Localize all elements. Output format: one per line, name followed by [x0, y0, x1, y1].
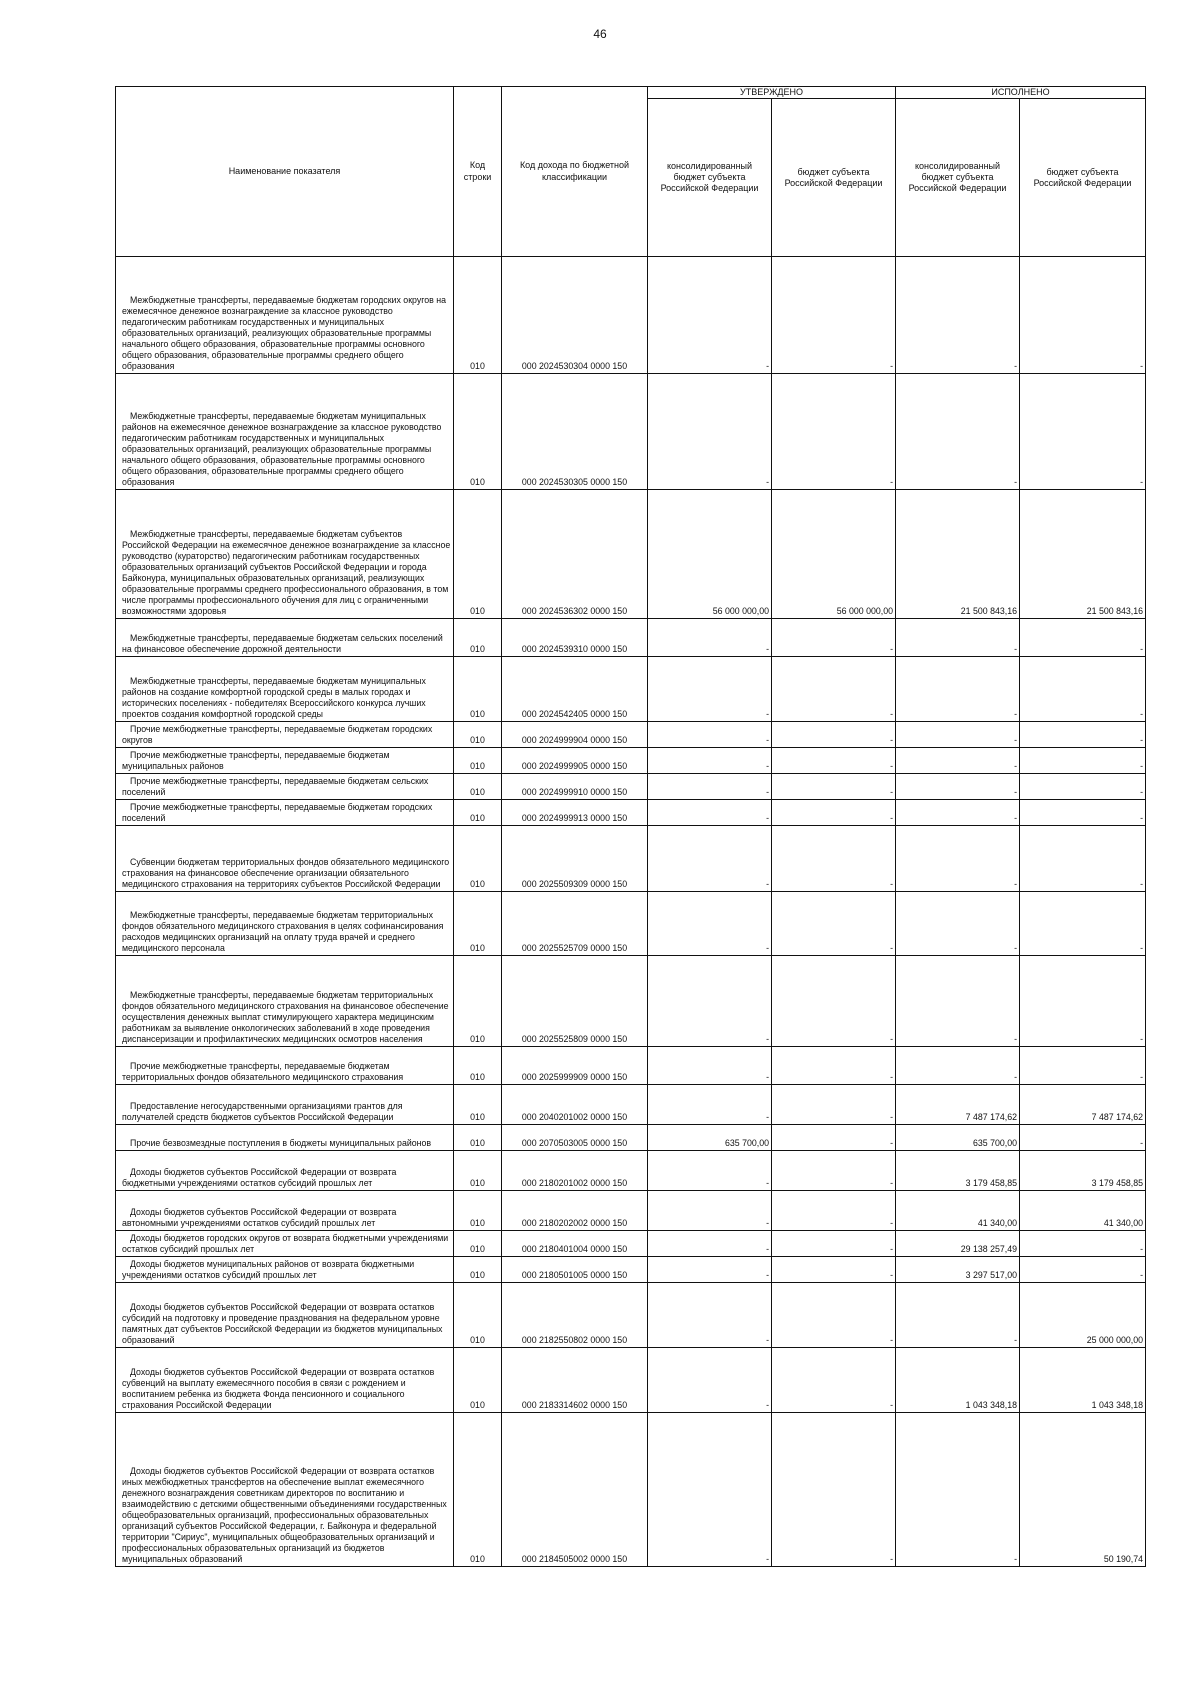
row-executed-subject: - — [1020, 374, 1146, 490]
row-executed-subject: - — [1020, 892, 1146, 956]
row-approved-consolidated: - — [648, 657, 772, 722]
row-executed-consolidated: - — [896, 826, 1020, 892]
row-executed-subject: 41 340,00 — [1020, 1191, 1146, 1231]
table-row — [116, 1348, 1146, 1413]
row-approved-subject: - — [772, 892, 896, 956]
row-executed-consolidated: 41 340,00 — [896, 1191, 1020, 1231]
row-executed-subject: - — [1020, 956, 1146, 1047]
row-line-code: 010 — [454, 1348, 502, 1413]
row-executed-consolidated: - — [896, 748, 1020, 774]
row-name: Доходы бюджетов субъектов Российской Федерации от возврата остатков субвенций на выплату ежемесячного пособия в связи с рождением и воспитанием ребенка из бюджета Фонда пенсионного и социального страхования Российской Федерации — [116, 1348, 454, 1413]
row-income-code: 000 2024999905 0000 150 — [502, 748, 648, 774]
row-approved-subject: - — [772, 1151, 896, 1191]
row-approved-consolidated: - — [648, 1151, 772, 1191]
row-approved-subject: - — [772, 748, 896, 774]
table-row — [116, 956, 1146, 1047]
header-executed-subject: бюджет субъекта Российской Федерации — [1020, 99, 1146, 257]
row-executed-subject: - — [1020, 257, 1146, 374]
row-name: Межбюджетные трансферты, передаваемые бюджетам территориальных фондов обязательного медицинского страхования на финансовое обеспечение осуществления денежных выплат стимулирующего характера медицинским работникам за выявление онкологических заболеваний в ходе проведения диспансеризации и профилактических медицинских осмотров населения — [116, 956, 454, 1047]
row-executed-subject: - — [1020, 826, 1146, 892]
row-approved-subject: - — [772, 774, 896, 800]
row-name: Доходы бюджетов городских округов от возврата бюджетными учреждениями остатков субсидий прошлых лет — [116, 1231, 454, 1257]
row-name: Доходы бюджетов муниципальных районов от возврата бюджетными учреждениями остатков субсидий прошлых лет — [116, 1257, 454, 1283]
row-approved-consolidated: - — [648, 722, 772, 748]
row-executed-consolidated: - — [896, 774, 1020, 800]
row-approved-subject: - — [772, 1047, 896, 1085]
row-approved-consolidated: - — [648, 1257, 772, 1283]
row-name: Межбюджетные трансферты, передаваемые бюджетам муниципальных районов на ежемесячное денежное вознаграждение за классное руководство педагогическим работникам государственных и муниципальных образовательных организаций, реализующих образовательные программы начального общего образования, образовательные программы основного общего образования, образовательные программы среднего общего образования — [116, 374, 454, 490]
header-name: Наименование показателя — [116, 87, 454, 257]
row-line-code: 010 — [454, 1047, 502, 1085]
row-approved-subject: - — [772, 826, 896, 892]
row-executed-consolidated: - — [896, 722, 1020, 748]
row-executed-consolidated: 3 297 517,00 — [896, 1257, 1020, 1283]
header-income-code: Код дохода по бюджетной классификации — [502, 87, 648, 257]
table-row — [116, 1191, 1146, 1231]
row-income-code: 000 2182550802 0000 150 — [502, 1283, 648, 1348]
row-approved-consolidated: - — [648, 619, 772, 657]
row-income-code: 000 2024542405 0000 150 — [502, 657, 648, 722]
row-line-code: 010 — [454, 1257, 502, 1283]
row-line-code: 010 — [454, 1085, 502, 1125]
row-approved-subject: - — [772, 1085, 896, 1125]
row-approved-subject: - — [772, 1283, 896, 1348]
table-row — [116, 722, 1146, 748]
row-income-code: 000 2024999910 0000 150 — [502, 774, 648, 800]
row-approved-consolidated: - — [648, 257, 772, 374]
row-approved-consolidated: - — [648, 774, 772, 800]
table-row — [116, 892, 1146, 956]
row-executed-subject: - — [1020, 1125, 1146, 1151]
row-line-code: 010 — [454, 490, 502, 619]
row-line-code: 010 — [454, 1413, 502, 1567]
table-row — [116, 1151, 1146, 1191]
table-row — [116, 774, 1146, 800]
row-executed-subject: 25 000 000,00 — [1020, 1283, 1146, 1348]
row-income-code: 000 2180501005 0000 150 — [502, 1257, 648, 1283]
header-approved-consolidated: консолидированный бюджет субъекта Российской Федерации — [648, 99, 772, 257]
row-income-code: 000 2024539310 0000 150 — [502, 619, 648, 657]
row-income-code: 000 2180201002 0000 150 — [502, 1151, 648, 1191]
table-row — [116, 1231, 1146, 1257]
row-approved-consolidated: - — [648, 800, 772, 826]
row-name: Предоставление негосударственными организациями грантов для получателей средств бюджетов субъектов Российской Федерации — [116, 1085, 454, 1125]
page-number: 46 — [593, 27, 607, 41]
row-executed-subject: - — [1020, 1257, 1146, 1283]
table-row — [116, 619, 1146, 657]
row-executed-consolidated: - — [896, 1283, 1020, 1348]
row-approved-subject: - — [772, 722, 896, 748]
header-executed: ИСПОЛНЕНО — [896, 87, 1146, 99]
row-name: Прочие межбюджетные трансферты, передаваемые бюджетам сельских поселений — [116, 774, 454, 800]
table-row — [116, 1085, 1146, 1125]
row-income-code: 000 2040201002 0000 150 — [502, 1085, 648, 1125]
row-approved-consolidated: - — [648, 1348, 772, 1413]
table-row — [116, 826, 1146, 892]
group-header-row — [116, 87, 1146, 99]
row-executed-consolidated: 1 043 348,18 — [896, 1348, 1020, 1413]
row-executed-subject: - — [1020, 1047, 1146, 1085]
row-income-code: 000 2180401004 0000 150 — [502, 1231, 648, 1257]
row-line-code: 010 — [454, 257, 502, 374]
row-executed-subject: 3 179 458,85 — [1020, 1151, 1146, 1191]
row-executed-consolidated: - — [896, 257, 1020, 374]
row-line-code: 010 — [454, 1283, 502, 1348]
row-name: Прочие межбюджетные трансферты, передаваемые бюджетам городских поселений — [116, 800, 454, 826]
row-income-code: 000 2024530305 0000 150 — [502, 374, 648, 490]
row-approved-subject: - — [772, 619, 896, 657]
row-income-code: 000 2024999913 0000 150 — [502, 800, 648, 826]
row-line-code: 010 — [454, 1191, 502, 1231]
row-line-code: 010 — [454, 657, 502, 722]
row-income-code: 000 2025525709 0000 150 — [502, 892, 648, 956]
table-row — [116, 1283, 1146, 1348]
row-name: Межбюджетные трансферты, передаваемые бюджетам сельских поселений на финансовое обеспечение дорожной деятельности — [116, 619, 454, 657]
row-executed-consolidated: 3 179 458,85 — [896, 1151, 1020, 1191]
row-executed-consolidated: - — [896, 1413, 1020, 1567]
row-name: Прочие межбюджетные трансферты, передаваемые бюджетам муниципальных районов — [116, 748, 454, 774]
row-executed-subject: 21 500 843,16 — [1020, 490, 1146, 619]
row-name: Доходы бюджетов субъектов Российской Федерации от возврата остатков субсидий на подготовку и проведение празднования на федеральном уровне памятных дат субъектов Российской Федерации из бюджетов муниципальных образований — [116, 1283, 454, 1348]
row-name: Межбюджетные трансферты, передаваемые бюджетам субъектов Российской Федерации на ежемесячное денежное вознаграждение за классное руководство (кураторство) педагогическим работникам государственных образовательных организаций субъектов Российской Федерации и города Байконура, муниципальных образовательных организаций, реализующих образовательные программы среднего профессионального образования, в том числе программы профессионального обучения для лиц с ограниченными возможностями здоровья — [116, 490, 454, 619]
row-approved-consolidated: - — [648, 374, 772, 490]
row-executed-consolidated: - — [896, 892, 1020, 956]
row-line-code: 010 — [454, 774, 502, 800]
row-approved-consolidated: - — [648, 1085, 772, 1125]
row-executed-subject: - — [1020, 748, 1146, 774]
table-row — [116, 748, 1146, 774]
row-line-code: 010 — [454, 619, 502, 657]
table-row — [116, 257, 1146, 374]
row-approved-subject: - — [772, 1413, 896, 1567]
row-name: Доходы бюджетов субъектов Российской Федерации от возврата автономными учреждениями остатков субсидий прошлых лет — [116, 1191, 454, 1231]
row-approved-subject: - — [772, 956, 896, 1047]
header-line-code: Код строки — [454, 87, 502, 257]
row-income-code: 000 2024536302 0000 150 — [502, 490, 648, 619]
row-approved-subject: - — [772, 1125, 896, 1151]
row-approved-subject: - — [772, 657, 896, 722]
row-name: Доходы бюджетов субъектов Российской Федерации от возврата бюджетными учреждениями остатков субсидий прошлых лет — [116, 1151, 454, 1191]
row-approved-subject: - — [772, 374, 896, 490]
row-executed-consolidated: - — [896, 657, 1020, 722]
row-name: Доходы бюджетов субъектов Российской Федерации от возврата остатков иных межбюджетных трансфертов на обеспечение выплат ежемесячного денежного вознаграждения советникам директоров по воспитанию и взаимодействию с детскими общественными объединениями государственных общеобразовательных организаций, профессиональных образовательных организаций субъектов Российской Федерации, г. Байконура и федеральной территории "Сириус", муниципальных общеобразовательных организаций и профессиональных образовательных организаций из бюджетов муниципальных образований — [116, 1413, 454, 1567]
row-executed-subject: 50 190,74 — [1020, 1413, 1146, 1567]
row-executed-consolidated: 21 500 843,16 — [896, 490, 1020, 619]
row-approved-subject: - — [772, 257, 896, 374]
row-line-code: 010 — [454, 1151, 502, 1191]
row-approved-subject: - — [772, 1231, 896, 1257]
row-executed-consolidated: 29 138 257,49 — [896, 1231, 1020, 1257]
row-line-code: 010 — [454, 722, 502, 748]
row-name: Прочие межбюджетные трансферты, передаваемые бюджетам территориальных фондов обязательного медицинского страхования — [116, 1047, 454, 1085]
row-executed-consolidated: - — [896, 374, 1020, 490]
row-executed-consolidated: - — [896, 956, 1020, 1047]
row-line-code: 010 — [454, 892, 502, 956]
row-income-code: 000 2180202002 0000 150 — [502, 1191, 648, 1231]
row-name: Межбюджетные трансферты, передаваемые бюджетам территориальных фондов обязательного медицинского страхования в целях софинансирования расходов медицинских организаций на оплату труда врачей и среднего медицинского персонала — [116, 892, 454, 956]
row-executed-consolidated: 635 700,00 — [896, 1125, 1020, 1151]
row-line-code: 010 — [454, 1125, 502, 1151]
table-row — [116, 1257, 1146, 1283]
header-approved: УТВЕРЖДЕНО — [648, 87, 896, 99]
row-approved-subject: - — [772, 800, 896, 826]
row-name: Субвенции бюджетам территориальных фондов обязательного медицинского страхования на финансовое обеспечение организации обязательного медицинского страхования на территориях субъектов Российской Федерации — [116, 826, 454, 892]
table-row — [116, 800, 1146, 826]
row-executed-subject: 7 487 174,62 — [1020, 1085, 1146, 1125]
row-approved-consolidated: - — [648, 1283, 772, 1348]
row-executed-consolidated: - — [896, 800, 1020, 826]
table-row — [116, 374, 1146, 490]
row-approved-consolidated: 56 000 000,00 — [648, 490, 772, 619]
row-executed-consolidated: 7 487 174,62 — [896, 1085, 1020, 1125]
row-executed-consolidated: - — [896, 619, 1020, 657]
row-line-code: 010 — [454, 826, 502, 892]
row-line-code: 010 — [454, 374, 502, 490]
table-row — [116, 490, 1146, 619]
row-executed-subject: - — [1020, 1231, 1146, 1257]
row-executed-subject: - — [1020, 774, 1146, 800]
row-approved-consolidated: - — [648, 956, 772, 1047]
row-approved-subject: - — [772, 1191, 896, 1231]
row-name: Межбюджетные трансферты, передаваемые бюджетам городских округов на ежемесячное денежное вознаграждение за классное руководство педагогическим работникам государственных и муниципальных образовательных организаций, реализующих образовательные программы начального общего образования, образовательные программы основного общего образования, образовательные программы среднего общего образования — [116, 257, 454, 374]
row-income-code: 000 2184505002 0000 150 — [502, 1413, 648, 1567]
row-executed-subject: - — [1020, 657, 1146, 722]
table-row — [116, 1125, 1146, 1151]
row-name: Межбюджетные трансферты, передаваемые бюджетам муниципальных районов на создание комфортной городской среды в малых городах и исторических поселениях - победителях Всероссийского конкурса лучших проектов создания комфортной городской среды — [116, 657, 454, 722]
row-approved-subject: - — [772, 1257, 896, 1283]
row-income-code: 000 2025525809 0000 150 — [502, 956, 648, 1047]
row-executed-subject: - — [1020, 619, 1146, 657]
row-line-code: 010 — [454, 748, 502, 774]
header-approved-subject: бюджет субъекта Российской Федерации — [772, 99, 896, 257]
row-approved-consolidated: 635 700,00 — [648, 1125, 772, 1151]
row-executed-consolidated: - — [896, 1047, 1020, 1085]
row-income-code: 000 2025509309 0000 150 — [502, 826, 648, 892]
table-row — [116, 1413, 1146, 1567]
row-income-code: 000 2070503005 0000 150 — [502, 1125, 648, 1151]
row-income-code: 000 2024530304 0000 150 — [502, 257, 648, 374]
row-approved-consolidated: - — [648, 1231, 772, 1257]
row-line-code: 010 — [454, 956, 502, 1047]
row-line-code: 010 — [454, 1231, 502, 1257]
row-income-code: 000 2024999904 0000 150 — [502, 722, 648, 748]
row-executed-subject: - — [1020, 722, 1146, 748]
row-approved-subject: 56 000 000,00 — [772, 490, 896, 619]
budget-income-table — [115, 86, 1146, 1567]
row-approved-subject: - — [772, 1348, 896, 1413]
row-approved-consolidated: - — [648, 1047, 772, 1085]
row-name: Прочие межбюджетные трансферты, передаваемые бюджетам городских округов — [116, 722, 454, 748]
row-approved-consolidated: - — [648, 826, 772, 892]
row-name: Прочие безвозмездные поступления в бюджеты муниципальных районов — [116, 1125, 454, 1151]
row-approved-consolidated: - — [648, 1413, 772, 1567]
row-executed-subject: 1 043 348,18 — [1020, 1348, 1146, 1413]
row-executed-subject: - — [1020, 800, 1146, 826]
header-executed-consolidated: консолидированный бюджет субъекта Российской Федерации — [896, 99, 1020, 257]
row-approved-consolidated: - — [648, 892, 772, 956]
row-approved-consolidated: - — [648, 1191, 772, 1231]
table-row — [116, 657, 1146, 722]
table-body — [116, 257, 1146, 1567]
row-income-code: 000 2183314602 0000 150 — [502, 1348, 648, 1413]
row-line-code: 010 — [454, 800, 502, 826]
row-income-code: 000 2025999909 0000 150 — [502, 1047, 648, 1085]
table-row — [116, 1047, 1146, 1085]
row-approved-consolidated: - — [648, 748, 772, 774]
